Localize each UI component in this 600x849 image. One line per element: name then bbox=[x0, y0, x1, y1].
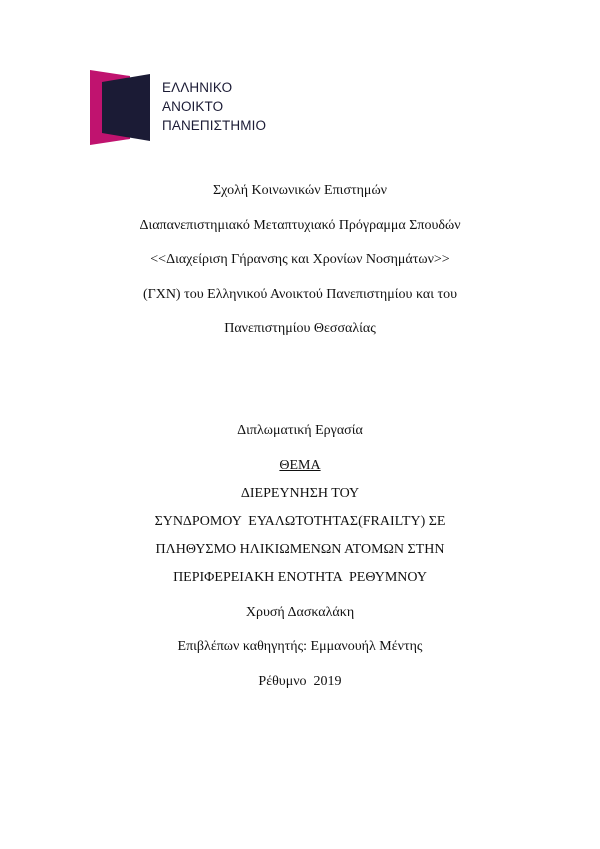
theme-label: ΘΕΜΑ bbox=[279, 458, 321, 473]
institutions-line-2: Πανεπιστημίου Θεσσαλίας bbox=[224, 321, 376, 336]
thesis-title-line-3: ΠΛΗΘΥΣΜΟ ΗΛΙΚΙΩΜΕΝΩΝ ΑΤΟΜΩΝ ΣΤΗΝ bbox=[155, 542, 445, 557]
thesis-title-line-1: ΔΙΕΡΕΥΝΗΣΗ ΤΟΥ bbox=[240, 486, 360, 501]
logo-mark-icon bbox=[90, 70, 160, 145]
institutions-line-1: (ΓΧΝ) του Ελληνικού Ανοικτού Πανεπιστημίου και του bbox=[142, 287, 458, 302]
author-name: Χρυσή Δασκαλάκη bbox=[245, 605, 355, 620]
university-logo bbox=[90, 70, 280, 145]
program-title: <<Διαχείριση Γήρανσης και Χρονίων Νοσημάτων>> bbox=[150, 252, 450, 267]
thesis-type: Διπλωματική Εργασία bbox=[237, 423, 363, 438]
logo-line-2: ΑΝΟΙΚΤΟ bbox=[162, 99, 224, 114]
place-year: Ρέθυμνο 2019 bbox=[258, 674, 342, 689]
logo-line-3: ΠΑΝΕΠΙΣΤΗΜΙΟ bbox=[162, 118, 267, 133]
logo-line-1: ΕΛΛΗΝΙΚΟ bbox=[162, 80, 233, 95]
supervisor: Επιβλέπων καθηγητής: Εμμανουήλ Μέντης bbox=[177, 639, 423, 654]
program-name: Διαπανεπιστημιακό Μεταπτυχιακό Πρόγραμμα Σπουδών bbox=[139, 218, 461, 233]
thesis-title-line-4: ΠΕΡΙΦΕΡΕΙΑΚΗ ΕΝΟΤΗΤΑ ΡΕΘΥΜΝΟΥ bbox=[173, 570, 427, 585]
thesis-title-line-2: ΣΥΝΔΡΟΜΟΥ ΕΥΑΛΩΤΟΤΗΤΑΣ(FRAILTY) ΣΕ bbox=[154, 514, 446, 529]
school-name: Σχολή Κοινωνικών Επιστημών bbox=[213, 183, 387, 198]
logo-wordmark bbox=[162, 78, 266, 135]
